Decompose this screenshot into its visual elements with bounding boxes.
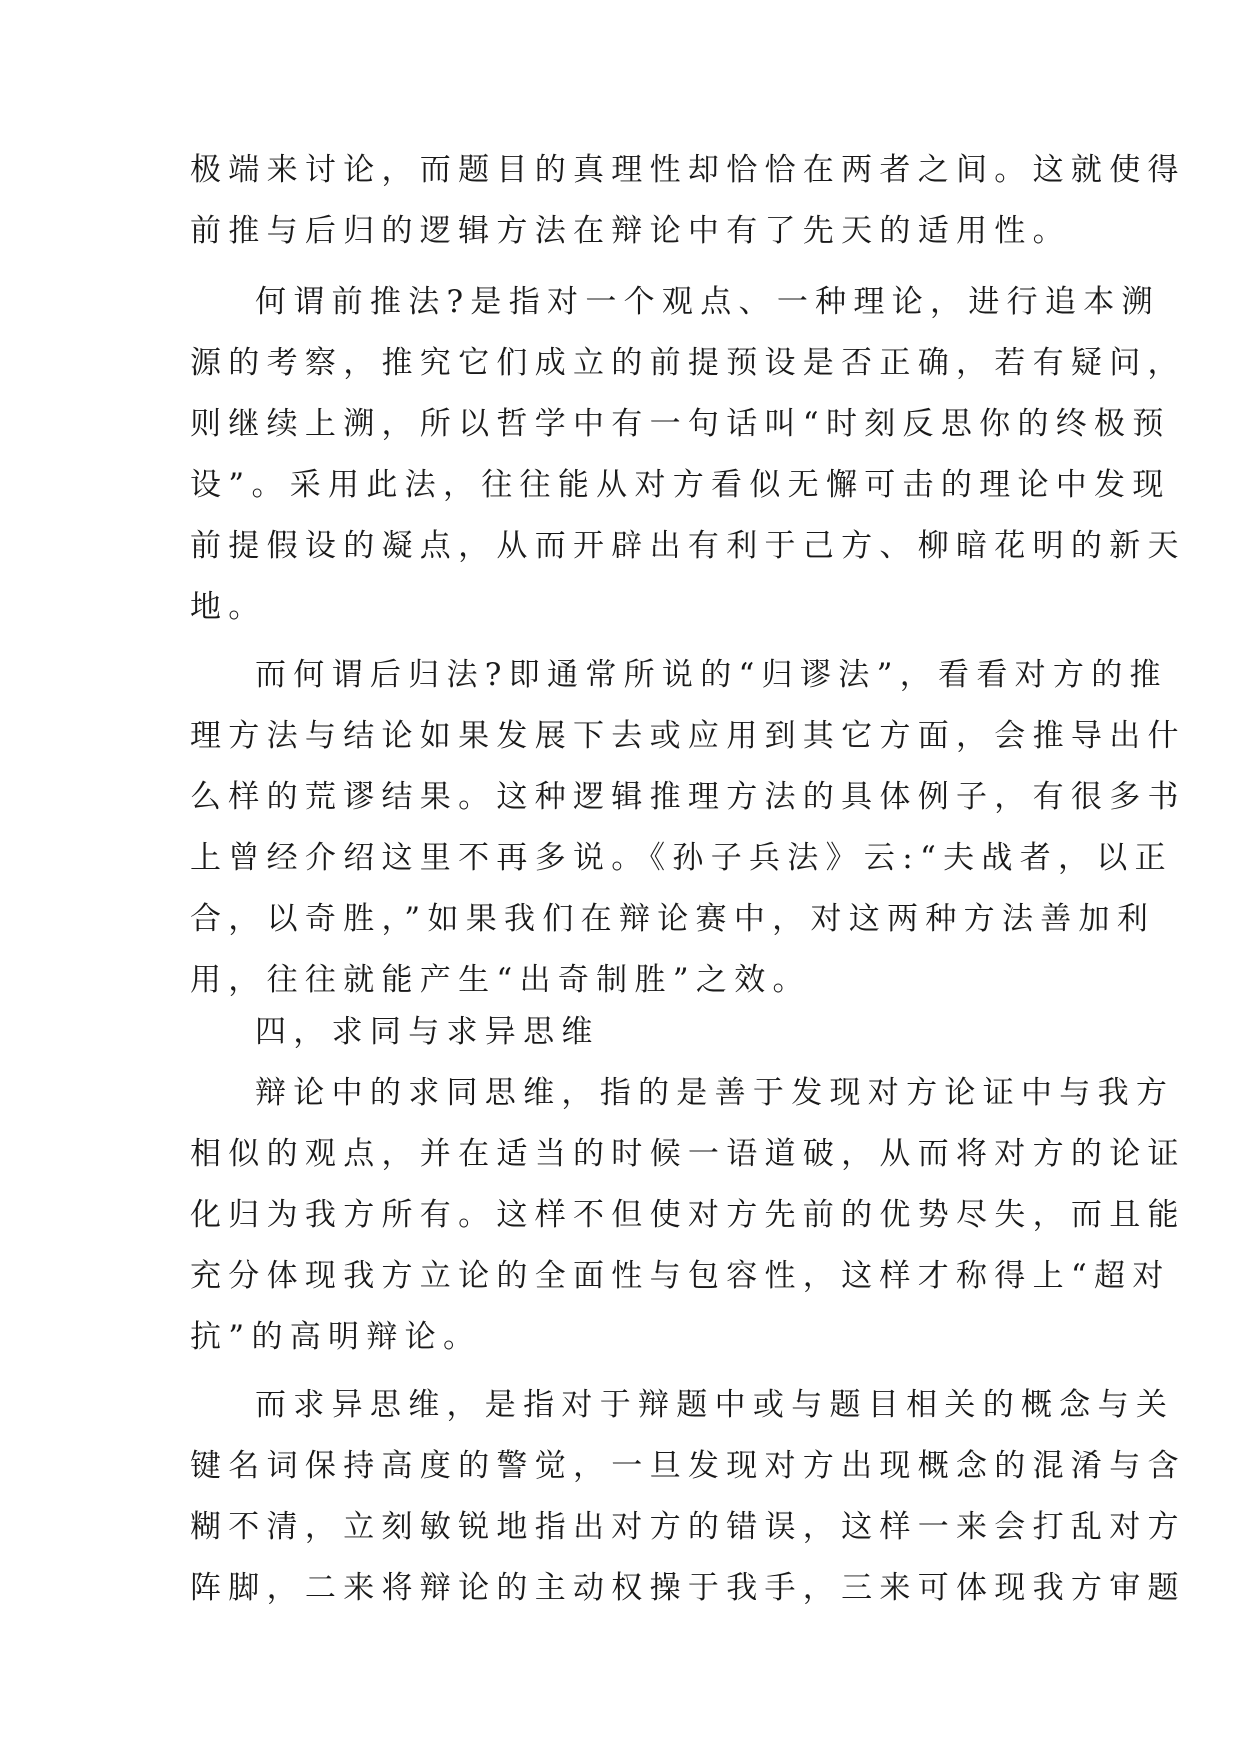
- text-line: 前推与后归的逻辑方法在辩论中有了先天的适用性。: [190, 213, 1071, 249]
- text-line: 相似的观点，并在适当的时候一语道破，从而将对方的论证: [190, 1136, 1186, 1172]
- text-line: 则继续上溯，所以哲学中有一句话叫“时刻反思你的终极预: [190, 406, 1171, 442]
- text-line: 前提假设的凝点，从而开辟出有利于己方、柳暗花明的新天: [190, 528, 1186, 564]
- text-line: 上曾经介绍这里不再多说。《孙子兵法》云:“夫战者，以正: [190, 840, 1173, 876]
- text-line: 理方法与结论如果发展下去或应用到其它方面，会推导出什: [190, 718, 1186, 754]
- text-line: 用，往往就能产生“出奇制胜”之效。: [190, 962, 811, 998]
- text-line: 地。: [190, 589, 267, 625]
- section-heading: 四，求同与求异思维: [255, 1014, 600, 1050]
- text-line: 键名词保持高度的警觉，一旦发现对方出现概念的混淆与含: [190, 1448, 1186, 1484]
- paragraph-start: 而求异思维，是指对于辩题中或与题目相关的概念与关: [255, 1387, 1175, 1423]
- paragraph-start: 何谓前推法?是指对一个观点、一种理论，进行追本溯: [255, 284, 1160, 320]
- text-line: 阵脚，二来将辩论的主动权操于我手，三来可体现我方审题: [190, 1570, 1186, 1606]
- text-line: 糊不清，立刻敏锐地指出对方的错误，这样一来会打乱对方: [190, 1509, 1186, 1545]
- paragraph-start: 而何谓后归法?即通常所说的“归谬法”，看看对方的推: [255, 657, 1168, 693]
- text-line: 充分体现我方立论的全面性与包容性，这样才称得上“超对: [190, 1258, 1171, 1294]
- text-line: 抗”的高明辩论。: [190, 1319, 482, 1355]
- text-line: 化归为我方所有。这样不但使对方先前的优势尽失，而且能: [190, 1197, 1186, 1233]
- paragraph-start: 辩论中的求同思维，指的是善于发现对方论证中与我方: [255, 1075, 1175, 1111]
- text-line: 极端来讨论，而题目的真理性却恰恰在两者之间。这就使得: [190, 152, 1186, 188]
- text-line: 源的考察，推究它们成立的前提预设是否正确，若有疑问，: [190, 345, 1186, 381]
- text-line: 么样的荒谬结果。这种逻辑推理方法的具体例子，有很多书: [190, 779, 1186, 815]
- text-line: 合，以奇胜，”如果我们在辩论赛中，对这两种方法善加利: [190, 901, 1156, 937]
- text-line: 设”。采用此法，往往能从对方看似无懈可击的理论中发现: [190, 467, 1171, 503]
